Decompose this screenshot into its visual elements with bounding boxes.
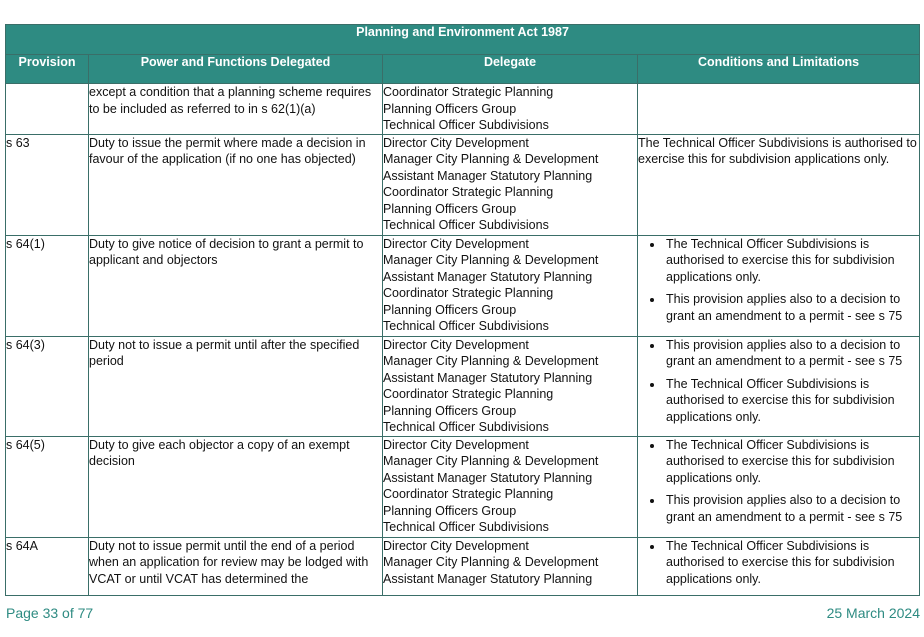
table-body	[6, 84, 920, 596]
delegate-item: Coordinator Strategic Planning	[383, 185, 554, 199]
delegate-item: Technical Officer Subdivisions	[383, 319, 549, 333]
delegate-item: Manager City Planning & Development	[383, 152, 599, 166]
delegate-item: Director City Development	[383, 135, 529, 150]
provision-cell: s 64(5)	[6, 436, 89, 537]
delegate-item: Coordinator Strategic Planning	[383, 387, 554, 401]
table-row	[6, 537, 920, 595]
page-number: Page 33 of 77	[6, 605, 94, 621]
conditions-cell	[638, 84, 920, 135]
column-header-power: Power and Functions Delegated	[89, 55, 383, 84]
delegate-cell	[383, 436, 638, 537]
delegate-item: Technical Officer Subdivisions	[383, 218, 549, 232]
provision-cell: s 63	[6, 134, 89, 235]
delegate-item: Planning Officers Group	[383, 503, 517, 518]
delegate-item: Assistant Manager Statutory Planning	[383, 370, 593, 385]
power-cell: Duty to issue the permit where made a decision in favour of the application (if no one has objected)	[89, 134, 383, 235]
delegate-item: Manager City Planning & Development	[383, 354, 599, 368]
table-row	[6, 84, 920, 135]
delegate-item: Coordinator Strategic Planning	[383, 286, 554, 300]
condition-item: • The Technical Officer Subdivisions is authorised to exercise this for subdivision applications only.	[664, 437, 919, 487]
document-date: 25 March 2024	[826, 605, 920, 621]
conditions-cell	[638, 235, 920, 336]
delegate-item: Coordinator Strategic Planning	[383, 487, 554, 501]
condition-list	[638, 538, 919, 588]
condition-item: • This provision applies also to a decision to grant an amendment to a permit - see s 75	[664, 337, 919, 370]
condition-list	[638, 437, 919, 526]
condition-item: • The Technical Officer Subdivisions is authorised to exercise this for subdivision applications only.	[664, 376, 919, 426]
conditions-cell	[638, 336, 920, 436]
delegate-item: Planning Officers Group	[383, 201, 517, 216]
delegate-item: Director City Development	[383, 236, 529, 251]
condition-item: • The Technical Officer Subdivisions is authorised to exercise this for subdivision applications only.	[664, 538, 919, 588]
delegation-table	[5, 24, 920, 596]
provision-cell: s 64A	[6, 537, 89, 595]
delegate-cell	[383, 134, 638, 235]
delegate-item: Assistant Manager Statutory Planning	[383, 470, 593, 485]
power-cell: Duty to give each objector a copy of an exempt decision	[89, 436, 383, 537]
table-row	[6, 134, 920, 235]
delegate-item: Director City Development	[383, 538, 529, 553]
delegate-item: Manager City Planning & Development	[383, 253, 599, 267]
conditions-cell	[638, 537, 920, 595]
provision-cell: s 64(1)	[6, 235, 89, 336]
condition-text: The Technical Officer Subdivisions is authorised to exercise this for subdivision applications only.	[638, 135, 917, 166]
condition-item: • This provision applies also to a decision to grant an amendment to a permit - see s 75	[664, 291, 919, 324]
column-header-conditions: Conditions and Limitations	[638, 55, 920, 84]
delegate-item: Planning Officers Group	[383, 101, 517, 116]
table-row	[6, 336, 920, 436]
delegate-item: Technical Officer Subdivisions	[383, 520, 549, 534]
power-cell: except a condition that a planning scheme requires to be included as referred to in s 62(1)(a)	[89, 84, 383, 135]
delegate-item: Assistant Manager Statutory Planning	[383, 571, 593, 586]
conditions-cell	[638, 134, 920, 235]
delegate-item: Assistant Manager Statutory Planning	[383, 269, 593, 284]
delegate-item: Technical Officer Subdivisions	[383, 420, 549, 434]
delegate-item: Planning Officers Group	[383, 302, 517, 317]
delegate-cell	[383, 84, 638, 135]
delegate-cell	[383, 336, 638, 436]
condition-item: • The Technical Officer Subdivisions is authorised to exercise this for subdivision applications only.	[664, 236, 919, 286]
conditions-cell	[638, 436, 920, 537]
delegate-item: Director City Development	[383, 437, 529, 452]
condition-list	[638, 337, 919, 426]
delegate-item: Planning Officers Group	[383, 403, 517, 418]
condition-item: • This provision applies also to a decision to grant an amendment to a permit - see s 75	[664, 492, 919, 525]
table-title: Planning and Environment Act 1987	[6, 25, 920, 55]
power-cell: Duty to give notice of decision to grant a permit to applicant and objectors	[89, 235, 383, 336]
column-header-provision: Provision	[6, 55, 89, 84]
condition-list	[638, 236, 919, 325]
table-row	[6, 436, 920, 537]
column-header-delegate: Delegate	[383, 55, 638, 84]
delegate-item: Manager City Planning & Development	[383, 454, 599, 468]
provision-cell: s 64(3)	[6, 336, 89, 436]
delegate-item: Coordinator Strategic Planning	[383, 85, 554, 99]
table-row	[6, 235, 920, 336]
power-cell: Duty not to issue permit until the end of a period when an application for review may be lodged with VCAT or until VCAT has determined the	[89, 537, 383, 595]
power-cell: Duty not to issue a permit until after the specified period	[89, 336, 383, 436]
delegate-item: Director City Development	[383, 337, 529, 352]
delegate-item: Manager City Planning & Development	[383, 555, 599, 569]
delegate-cell	[383, 537, 638, 595]
delegate-item: Technical Officer Subdivisions	[383, 118, 549, 132]
delegate-item: Assistant Manager Statutory Planning	[383, 168, 593, 183]
provision-cell	[6, 84, 89, 135]
delegate-cell	[383, 235, 638, 336]
